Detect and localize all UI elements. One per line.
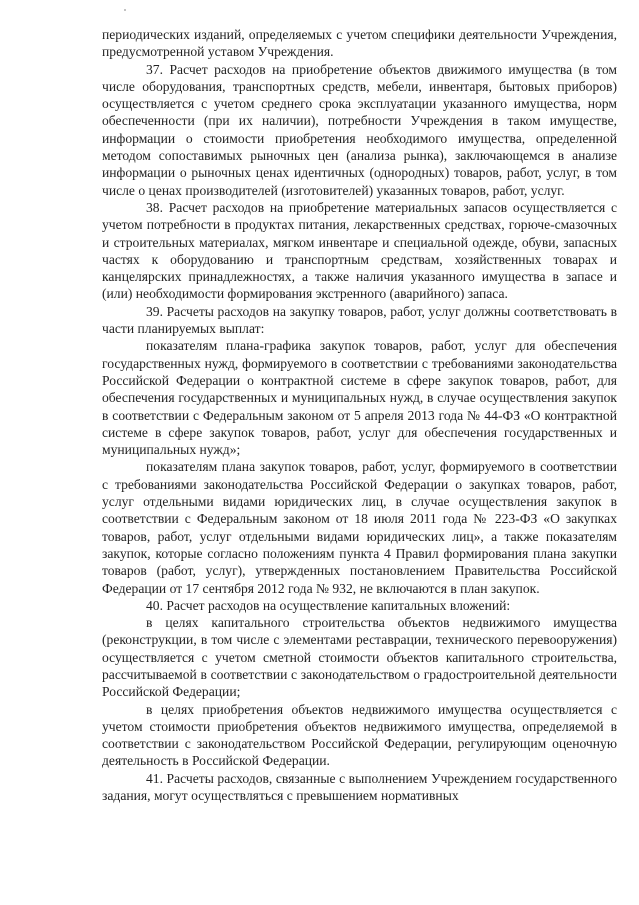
paragraph-41: 41. Расчеты расходов, связанные с выполнением Учреждением государственного задания, могут осуществляться с превышением нормативных — [102, 770, 617, 804]
paragraph-40-item-2: в целях приобретения объектов недвижимого имущества осуществляется с учетом стоимости приобретения объектов недвижимого имущества, определяемой в соответствии с законодательством Российской Федерации, регулирующим оценочную деятельность в Российской Федерации. — [102, 701, 617, 769]
paragraph-continuation: периодических изданий, определяемых с учетом специфики деятельности Учреждения, предусмотренной уставом Учреждения. — [102, 27, 617, 60]
paragraph-38: 38. Расчет расходов на приобретение материальных запасов осуществляется с учетом потребности в продуктах питания, лекарственных средствах, горюче-смазочных и строительных материалах, мягком инвентаре и специальной одежде, обуви, запасных частях к оборудованию и транспортным средствам, хозяйственных товарах и канцелярских принадлежностях, а также наличия указанного имущества в запасе и (или) необходимости формирования экстренного (аварийного) запаса. — [102, 199, 617, 302]
paragraph-39-item-2: показателям плана закупок товаров, работ, услуг, формируемого в соответствии с требованиями законодательства Российской Федерации о закупках товаров, работ, услуг отдельными видами юридических лиц, в случае осуществления закупок в соответствии с Федеральным законом от 18 июля 2011 года № 223-ФЗ «О закупках товаров, работ, услуг отдельными видами юридических лиц», а также показателям закупок, которые согласно положениям пункта 4 Правил формирования плана закупки товаров (работ, услуг), утвержденных постановлением Правительства Российской Федерации от 17 сентября 2012 года № 932, не включаются в план закупок. — [102, 459, 617, 596]
scan-speck — [124, 9, 126, 11]
paragraph-39: 39. Расчеты расходов на закупку товаров, работ, услуг должны соответствовать в части планируемых выплат: — [102, 303, 617, 337]
paragraph-40: 40. Расчет расходов на осуществление капитальных вложений: — [146, 597, 511, 613]
paragraph-40-item-1: в целях капитального строительства объектов недвижимого имущества (реконструкции, в том числе с элементами реставрации, технического перевооружения) осуществляется с учетом сметной стоимости объектов капитального строительства, рассчитываемой в соответствии с законодательством о градостроительной деятельности Российской Федерации; — [102, 615, 617, 700]
paragraph-39-item-1: показателям плана-графика закупок товаров, работ, услуг для обеспечения государственных нужд, формируемого в соответствии с требованиями законодательства Российской Федерации о контрактной системе в сфере закупок товаров, работ, для обеспечения государственных и муниципальных нужд, в случае осуществления закупок в соответствии с Федеральным законом от 5 апреля 2013 года № 44-ФЗ «О контрактной системе в сфере закупок товаров, работ, услуг для обеспечения государственных и муниципальных нужд»; — [102, 338, 617, 458]
document-body — [102, 26, 617, 804]
paragraph-37: 37. Расчет расходов на приобретение объектов движимого имущества (в том числе оборудования, транспортных средств, мебели, инвентаря, бытовых приборов) осуществляется с учетом среднего срока эксплуатации указанного имущества, норм обеспеченности (при их наличии), потребности Учреждения в таком имуществе, информации о стоимости приобретения необходимого имущества, определенной методом сопоставимых рыночных цен (анализа рынка), заключающемся в анализе информации о рыночных ценах идентичных (однородных) товаров, работ, услуг, в том числе о ценах производителей (изготовителей) указанных товаров, работ, услуг. — [102, 61, 617, 198]
